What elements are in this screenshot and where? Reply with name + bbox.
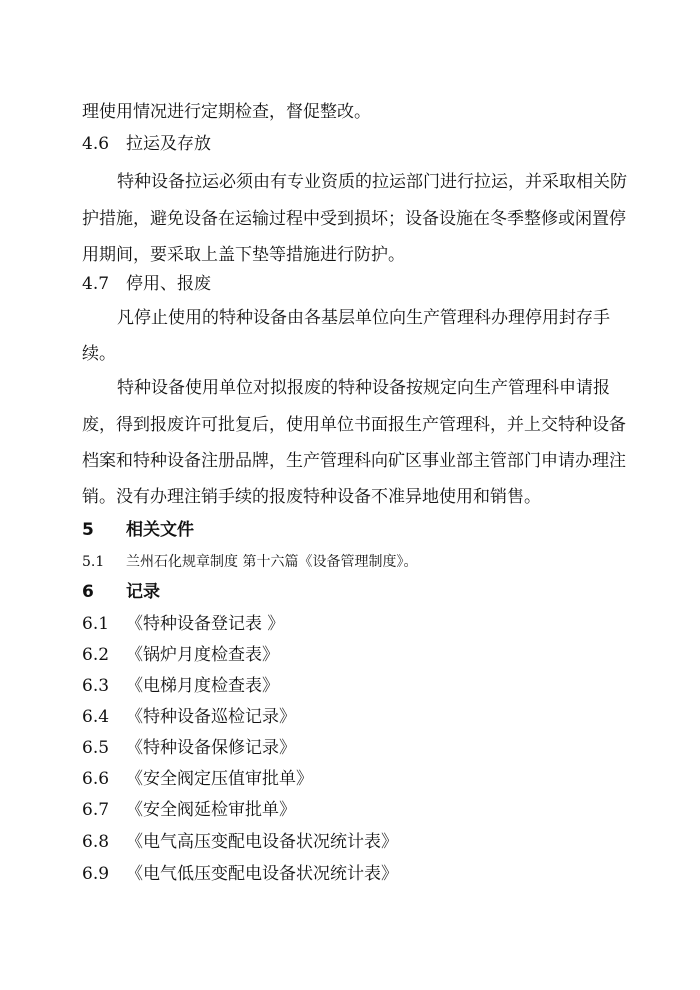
record-item xyxy=(82,612,284,636)
item-number: 6.2 xyxy=(82,645,110,665)
section-title: 记录 xyxy=(126,582,160,602)
item-text: 兰州石化规章制度 第十六篇《设备管理制度》。 xyxy=(126,554,418,570)
record-item xyxy=(82,674,279,698)
item-number: 6.3 xyxy=(82,676,110,696)
item-text: 《特种设备登记表 》 xyxy=(126,614,285,634)
item-number: 5.1 xyxy=(82,554,105,570)
item-number: 6.8 xyxy=(82,832,110,852)
paragraph-line: 废，得到报废许可批复后，使用单位书面报生产管理科，并上交特种设备 xyxy=(82,415,626,435)
record-item xyxy=(82,798,296,822)
item-number: 6.4 xyxy=(82,707,110,727)
item-text: 《安全阀定压值审批单》 xyxy=(126,769,313,789)
item-text: 《特种设备保修记录》 xyxy=(126,738,296,758)
section-heading-4-7 xyxy=(82,272,211,296)
section-number: 5 xyxy=(82,520,94,540)
reference-item-5-1 xyxy=(82,550,417,574)
section-title: 相关文件 xyxy=(126,520,194,540)
section-number: 6 xyxy=(82,582,94,602)
paragraph-line: 用期间，要采取上盖下垫等措施进行防护。 xyxy=(82,245,405,265)
item-text: 《安全阀延检审批单》 xyxy=(126,800,296,820)
paragraph-line: 凡停止使用的特种设备由各基层单位向生产管理科办理停用封存手 xyxy=(117,308,610,328)
paragraph-line: 档案和特种设备注册品牌，生产管理科向矿区事业部主管部门申请办理注 xyxy=(82,451,626,471)
paragraph-line: 特种设备拉运必须由有专业资质的拉运部门进行拉运，并采取相关防 xyxy=(117,172,627,192)
item-text: 《电梯月度检查表》 xyxy=(126,676,279,696)
item-number: 6.9 xyxy=(82,864,110,884)
section-heading-4-6 xyxy=(82,132,211,156)
section-heading-6 xyxy=(82,580,160,604)
paragraph-line: 护措施，避免设备在运输过程中受到损坏；设备设施在冬季整修或闲置停 xyxy=(82,209,626,229)
section-number: 4.7 xyxy=(82,274,110,294)
record-item xyxy=(82,705,296,729)
section-heading-5 xyxy=(82,518,194,542)
record-item xyxy=(82,736,296,760)
item-number: 6.6 xyxy=(82,769,110,789)
record-item xyxy=(82,643,279,667)
item-number: 6.5 xyxy=(82,738,110,758)
record-item xyxy=(82,830,398,854)
paragraph-line: 销。没有办理注销手续的报废特种设备不准异地使用和销售。 xyxy=(82,487,541,507)
item-text: 《电气低压变配电设备状况统计表》 xyxy=(126,864,398,884)
item-text: 《电气高压变配电设备状况统计表》 xyxy=(126,832,398,852)
item-text: 《特种设备巡检记录》 xyxy=(126,707,296,727)
paragraph-line: 特种设备使用单位对拟报废的特种设备按规定向生产管理科申请报 xyxy=(117,378,610,398)
paragraph-line: 续。 xyxy=(82,344,116,364)
item-text: 《锅炉月度检查表》 xyxy=(126,645,279,665)
section-title: 拉运及存放 xyxy=(126,134,211,154)
continued-paragraph-line: 理使用情况进行定期检查，督促整改。 xyxy=(82,102,371,122)
section-number: 4.6 xyxy=(82,134,110,154)
record-item xyxy=(82,862,398,886)
item-number: 6.1 xyxy=(82,614,110,634)
record-item xyxy=(82,767,313,791)
item-number: 6.7 xyxy=(82,800,110,820)
section-title: 停用、报废 xyxy=(126,274,211,294)
